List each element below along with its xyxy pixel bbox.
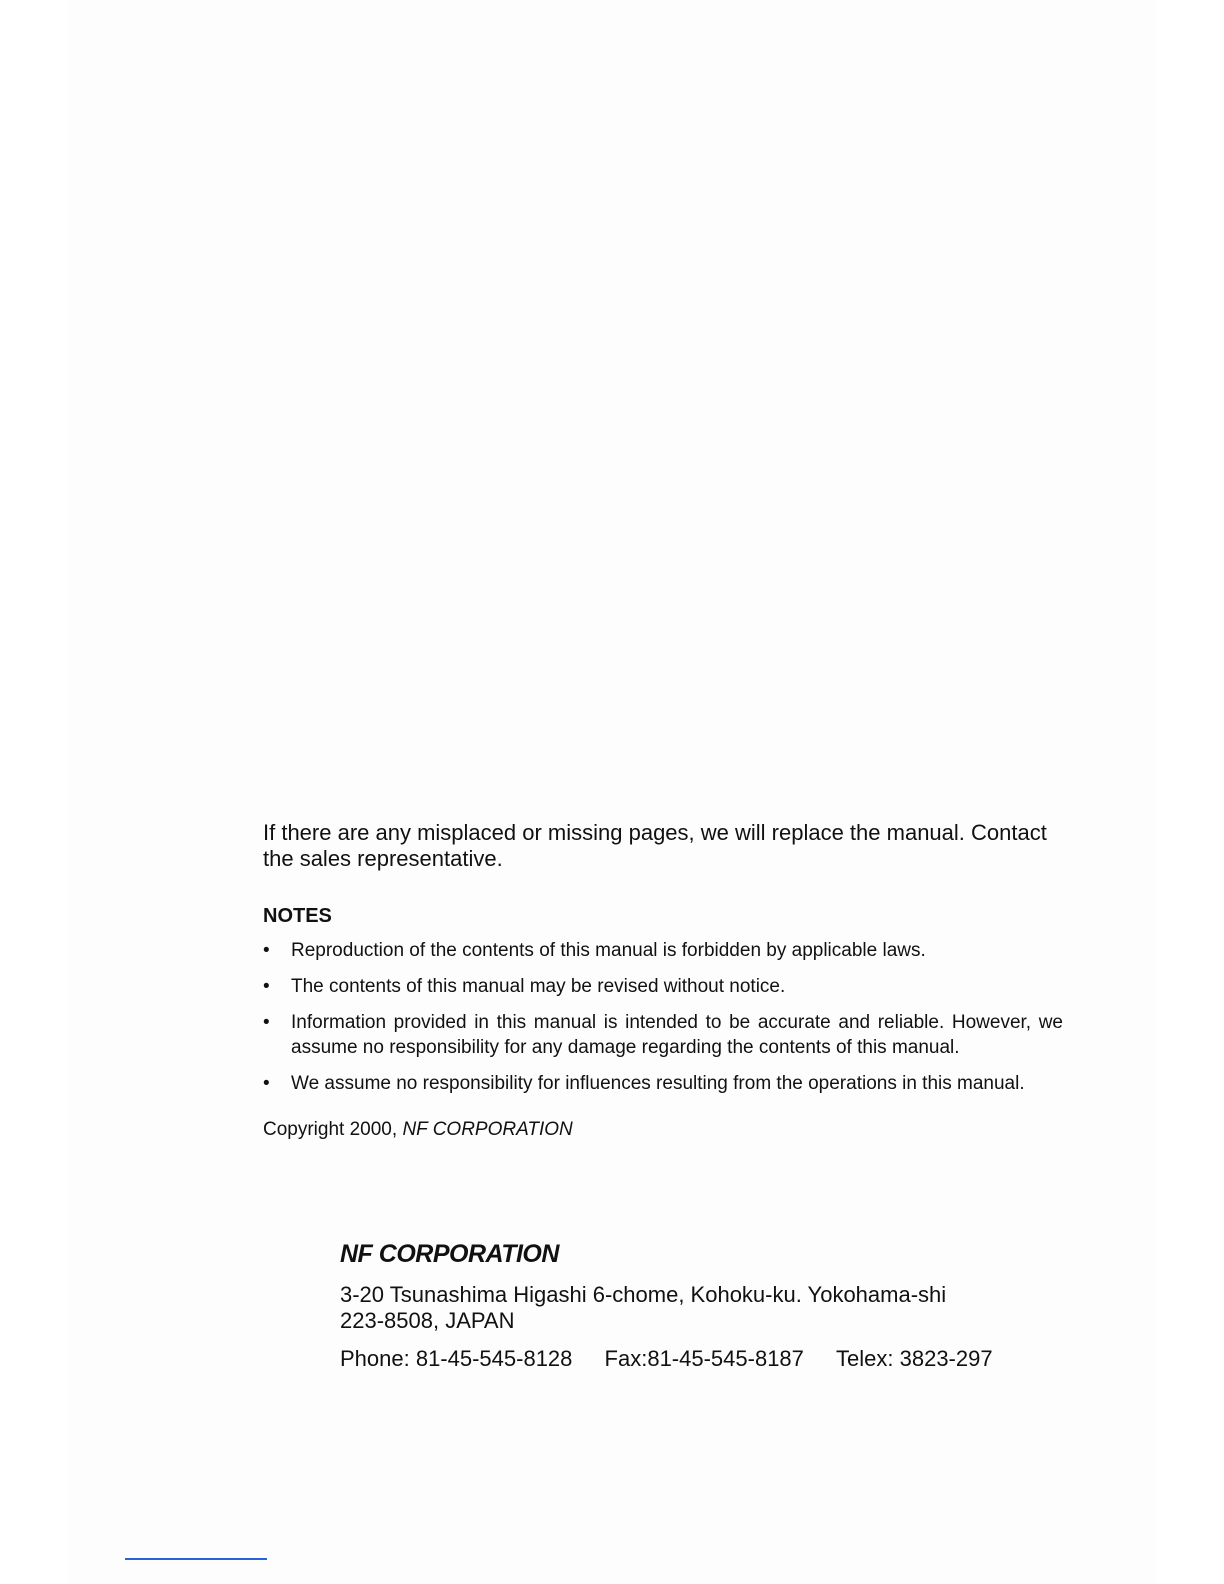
contact-numbers xyxy=(340,1346,1040,1372)
replacement-notice-line-1: If there are any misplaced or missing pages, we will replace the manual. Contact xyxy=(263,820,1047,845)
note-text: The contents of this manual may be revised without notice. xyxy=(291,976,786,997)
notes-heading: NOTES xyxy=(263,905,332,927)
bottom-accent-line xyxy=(125,1558,267,1560)
copyright-company: NF CORPORATION xyxy=(402,1119,573,1140)
note-item xyxy=(263,1010,1063,1060)
replacement-notice-line-2: the sales representative. xyxy=(263,846,503,871)
phone-number: Phone: 81-45-545-8128 xyxy=(340,1346,573,1371)
note-item xyxy=(263,974,1063,999)
address-line-1: 3-20 Tsunashima Higashi 6-chome, Kohoku-ku. Yokohama-shi xyxy=(340,1282,947,1307)
corporation-contact-block xyxy=(340,1238,1040,1372)
address-line-2: 223-8508, JAPAN xyxy=(340,1308,515,1333)
corporation-name: NF CORPORATION xyxy=(340,1240,559,1268)
replacement-notice xyxy=(263,820,1063,872)
corporation-address xyxy=(340,1282,1040,1334)
note-text: Information provided in this manual is intended to be accurate and reliable. However, we assume no responsibility for any damage regarding the contents of this manual. xyxy=(291,1012,1063,1058)
note-text: We assume no responsibility for influences resulting from the operations in this manual. xyxy=(291,1073,1025,1094)
notice-content xyxy=(263,820,1063,1142)
note-item xyxy=(263,1071,1063,1096)
fax-number: Fax:81-45-545-8187 xyxy=(604,1346,804,1371)
note-text: Reproduction of the contents of this manual is forbidden by applicable laws. xyxy=(291,940,926,961)
bullet-icon: • xyxy=(263,1073,270,1094)
telex-number: Telex: 3823-297 xyxy=(836,1346,993,1371)
notes-list xyxy=(263,938,1063,1096)
bullet-icon: • xyxy=(263,976,270,997)
bullet-icon: • xyxy=(263,940,270,961)
copyright-prefix: Copyright 2000, xyxy=(263,1119,398,1140)
note-item xyxy=(263,938,1063,963)
bullet-icon: • xyxy=(263,1012,270,1033)
copyright-notice xyxy=(263,1118,1063,1142)
